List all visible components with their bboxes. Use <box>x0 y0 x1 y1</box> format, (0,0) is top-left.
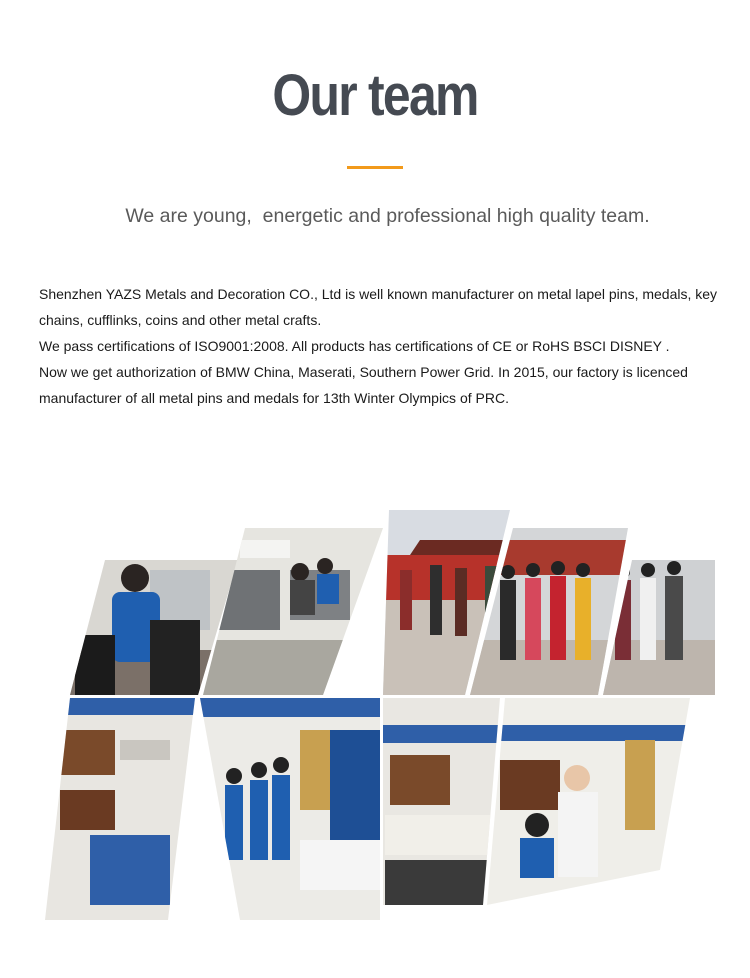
page-title: Our team <box>272 63 478 128</box>
intro-paragraph-company: Shenzhen YAZS Metals and Decoration CO., Ltd is well known manufacturer on metal lapel pins, medals, key chains, cufflinks, coins and other metal crafts. <box>39 286 718 328</box>
intro-paragraph-certifications: We pass certifications of ISO9001:2008. All products has certifications of CE or RoHS BSCI DISNEY . <box>39 338 670 354</box>
team-photo-collage <box>0 500 750 930</box>
page-subtitle: We are young, energetic and professional high quality team. <box>125 205 650 227</box>
exhibition-photo-shelves <box>40 695 200 925</box>
exhibition-photo-team <box>195 695 385 925</box>
exhibition-photo-visitor <box>485 695 695 910</box>
intro-text <box>39 281 729 411</box>
intro-paragraph-authorization: Now we get authorization of BMW China, Maserati, Southern Power Grid. In 2015, our factory is licenced manufacturer of all metal pins and medals for 13th Winter Olympics of PRC. <box>39 364 688 406</box>
exhibition-photo-display <box>380 695 505 910</box>
office-photo-cubicles <box>200 525 390 700</box>
title-underline-accent <box>347 166 403 169</box>
